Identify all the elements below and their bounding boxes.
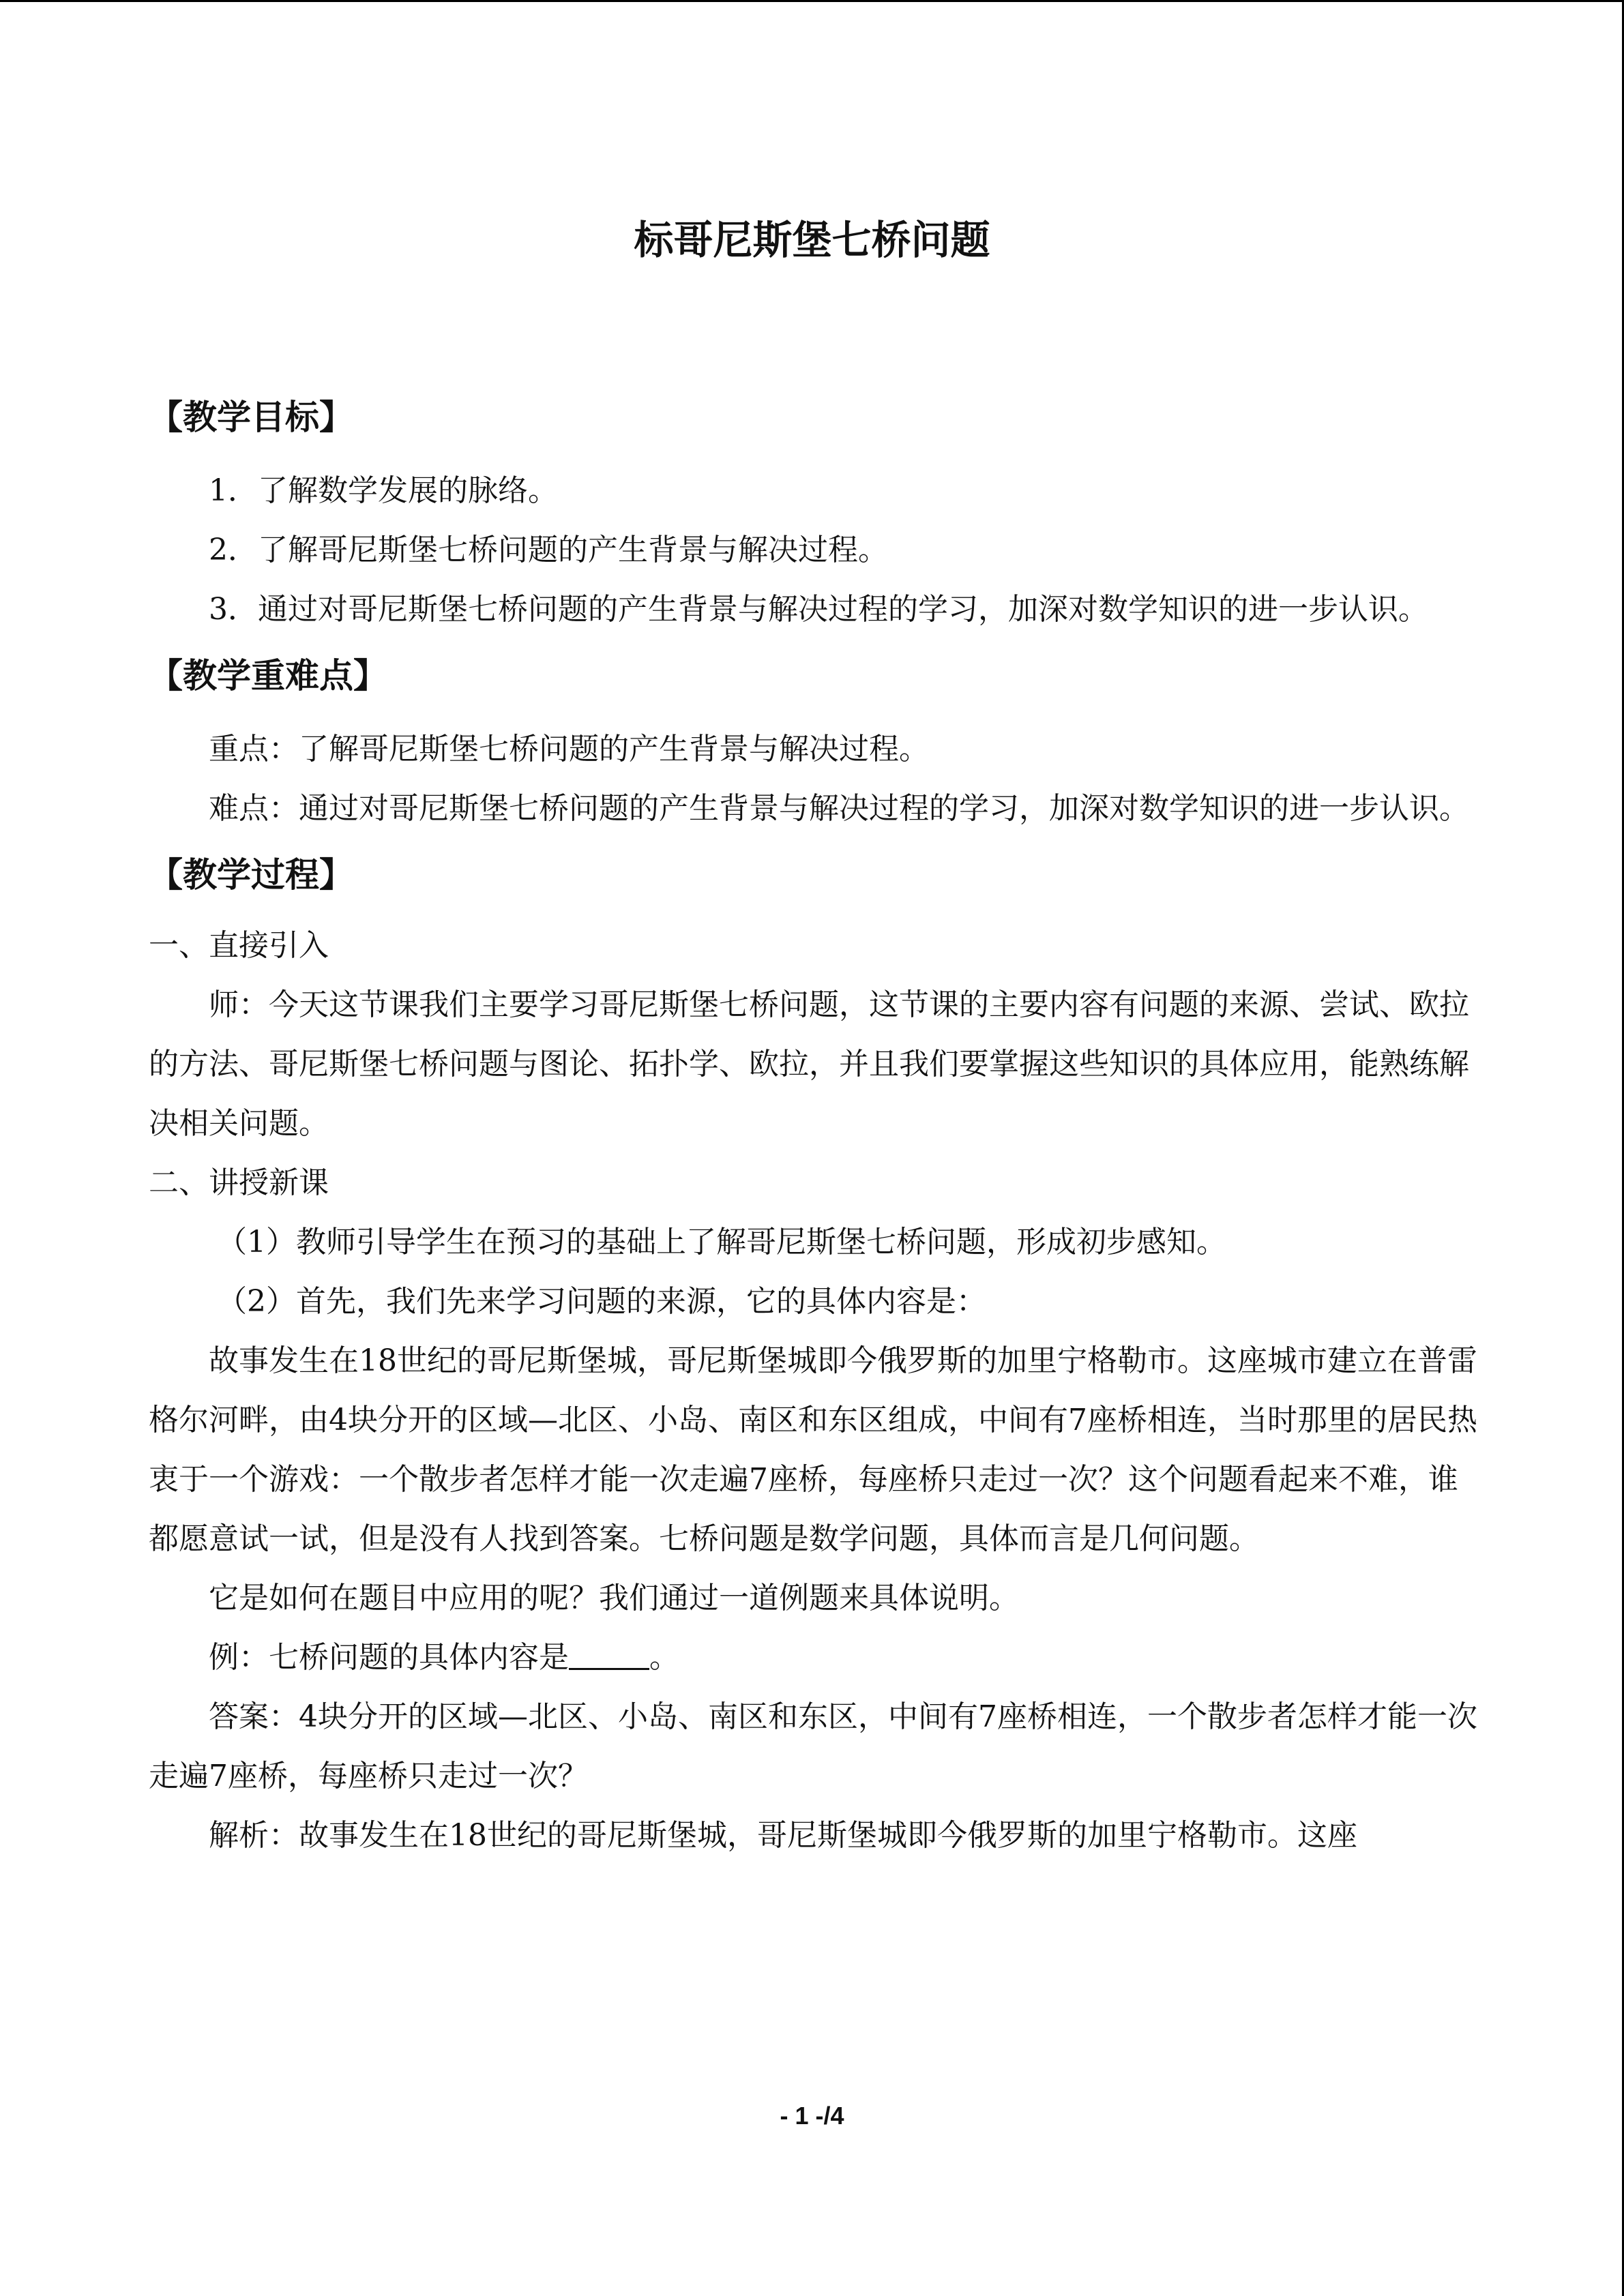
goal-item: 2．了解哥尼斯堡七桥问题的产生背景与解决过程。	[209, 533, 888, 567]
question-text: 它是如何在题目中应用的呢？我们通过一道例题来具体说明。	[209, 1581, 1019, 1615]
part1-title: 一、直接引入	[149, 928, 329, 963]
analysis-text: 解析：故事发生在18世纪的哥尼斯堡城，哥尼斯堡城即今俄罗斯的加里宁格勒市。这座	[209, 1818, 1357, 1853]
section-heading-keypoints: 【教学重难点】	[149, 655, 387, 696]
keypoints-body	[149, 719, 1479, 838]
fill-in-blank	[569, 1641, 649, 1670]
example-text	[149, 1628, 1479, 1687]
difficult-point: 难点：通过对哥尼斯堡七桥问题的产生背景与解决过程的学习，加深对数学知识的进一步认识。	[209, 791, 1469, 826]
document-title: 标哥尼斯堡七桥问题	[634, 217, 990, 263]
document-body	[149, 382, 1479, 1865]
example-suffix: 。	[649, 1640, 679, 1675]
section-heading-process: 【教学过程】	[149, 854, 353, 895]
page-number: - 1 -/4	[780, 2102, 844, 2130]
step-1: （1）教师引导学生在预习的基础上了解哥尼斯堡七桥问题，形成初步感知。	[217, 1225, 1226, 1259]
goal-item: 3．通过对哥尼斯堡七桥问题的产生背景与解决过程的学习，加深对数学知识的进一步认识。	[209, 592, 1428, 627]
goals-list	[149, 461, 1479, 639]
story-text: 故事发生在18世纪的哥尼斯堡城，哥尼斯堡城即今俄罗斯的加里宁格勒市。这座城市建立在普雷格尔河畔，由4块分开的区域—北区、小岛、南区和东区组成，中间有7座桥相连，当时那里的居民热衷于一个游戏：一个散步者怎样才能一次走遍7座桥，每座桥只走过一次？这个问题看起来不难，谁都愿意试一试，但是没有人找到答案。七桥问题是数学问题，具体而言是几何问题。	[149, 1343, 1477, 1556]
goal-item: 1．了解数学发展的脉络。	[209, 473, 558, 508]
part2-title: 二、讲授新课	[149, 1165, 329, 1200]
key-point: 重点：了解哥尼斯堡七桥问题的产生背景与解决过程。	[209, 732, 929, 766]
page-top-border	[0, 0, 1624, 2]
example-prefix: 例：七桥问题的具体内容是	[209, 1640, 569, 1675]
answer-text: 答案：4块分开的区域—北区、小岛、南区和东区，中间有7座桥相连，一个散步者怎样才能一次走遍7座桥，每座桥只走过一次？	[149, 1699, 1477, 1793]
part1-text: 师：今天这节课我们主要学习哥尼斯堡七桥问题，这节课的主要内容有问题的来源、尝试、欧拉的方法、哥尼斯堡七桥问题与图论、拓扑学、欧拉，并且我们要掌握这些知识的具体应用，能熟练解决相关问题。	[149, 987, 1469, 1141]
step-2: （2）首先，我们先来学习问题的来源，它的具体内容是：	[217, 1284, 986, 1319]
section-heading-goals: 【教学目标】	[149, 397, 353, 437]
process-body	[149, 916, 1479, 1865]
